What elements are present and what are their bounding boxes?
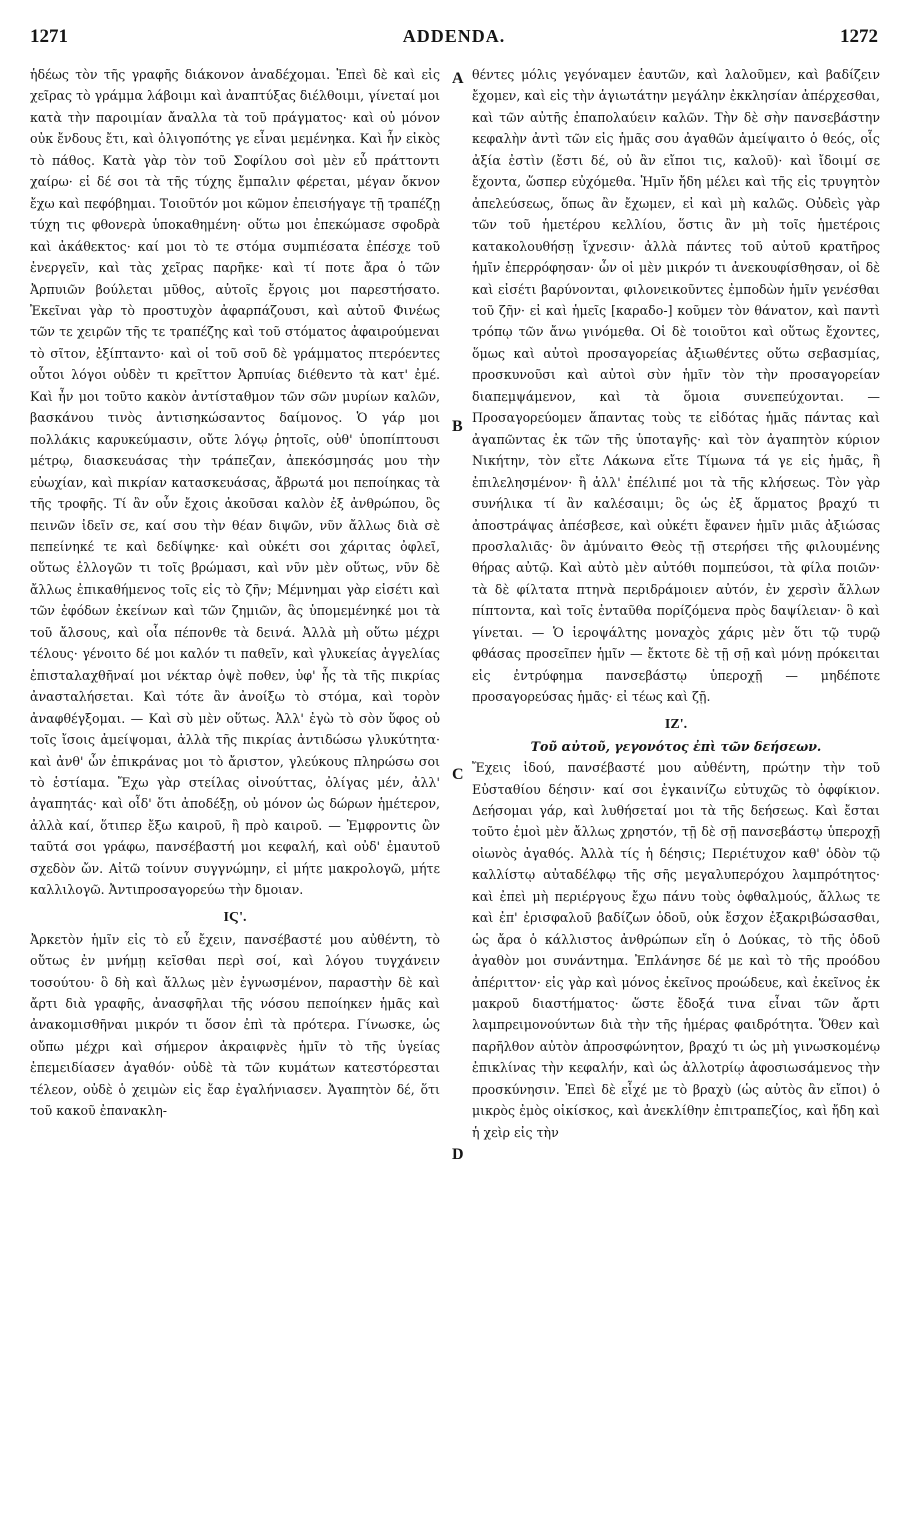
left-page-number: 1271 bbox=[30, 26, 68, 47]
section-16-paragraph: Ἀρκετὸν ἡμῖν εἰς τὸ εὖ ἔχειν, πανσέβαστέ μου αὐθέντη, τὸ οὕτως ἐν μνήμῃ κεῖσθαι περὶ σοί, καὶ λόγου τυγχάνειν τοσούτου· ὃ δὴ καὶ ἄλλως μὲν ἐγνωσμένον, παραστὴν δὲ καὶ ἄρτι διὰ γραφῆς, ἀνασφῆλαι τῆς νόσου πεποίηκεν ἡμᾶς καὶ ἀνακομισθῆναι μικρόν τι ὅσον ἐπὶ τὰ πρότερα. Γίνωσκε, ὡς οὔπω μέχρι καὶ σήμερον ἀκραιφνὲς ἡμῖν τὸ τῆς ὑγείας ἐπεμειδίασεν ἀγαθόν· οὐδὲ τὰ τῶν κυμάτων κατεστόρεσται τέλεον, οὐδὲ ὁ χειμὼν εἰς ἔαρ ἐγαλήνιασεν. Ἀγαπητὸν δέ, ὅτι τοῦ κακοῦ ἐπανακλη- bbox=[30, 931, 440, 1119]
section-17-title: Τοῦ αὐτοῦ, γεγονότος ἐπὶ τῶν δεήσεων. bbox=[530, 738, 822, 754]
right-page-number: 1272 bbox=[840, 26, 878, 47]
left-column-paragraph: ἡδέως τὸν τῆς γραφῆς διάκονον ἀναδέχομαι. Ἐπεὶ δὲ καὶ εἰς χεῖρας τὸ γράμμα λάβοιμι καὶ ἀναπτύξας διέλθοιμι, γίνεταί μοι κατὰ τὴν παροιμίαν ἄναλλα τὰ τοῦ πράγματος· καὶ οὐ μόνον οὐκ ἔνδους ἔτι, καὶ ὀλιγοπότης γε εἶναι μεμένηκα. Καὶ ἦν εἰκὸς τὸ πάθος. Κατὰ γὰρ τὸν τοῦ Σοφίλου σοὶ μὲν εὖ πράττοντι χαίρω· εἰ δέ σοι τὰ τῆς τύχης ἔμπαλιν φέρεται, μέγαν ὄκνον ἔχω καὶ πεφόβημαι. Τοιοῦτόν μοι κῶμον ἐπεισήγαγε τῇ τραπέζῃ τύχη τις φθονερὰ ὑποκαθημένη· οὕτω μοι ἐπεκώμασε σφοδρὰ καὶ ἀκάθεκτος· καί μοι τὸ τε στόμα συμπιέσατα ἐπέσχε τοῦ ἐνεργεῖν, καὶ τὰς χεῖρας παρῆκε· καὶ τί ποτε ἄρα ὁ τῶν Ἀρπυιῶν βούλεται μῦθος, αὐτοῖς ἔργοις μοι παρεστήσατο. Ἐκεῖναι γὰρ τὸ προστυχὸν ἀφαρπάζουσι, καὶ αὐτοῦ Φινέως τῶν τε χειρῶν τῆς τε τραπέζης καὶ τοῦ στόματος ἀφαιρούμεναι τὸ σῖτον, ἐξίπταντο· καὶ οἱ τοῦ σοῦ δὲ γράμματος πτερόεντες οὗτοι λόγοι οὐδὲν τι κρεῖττον Ἀρπυίας διέθεντο τὰ κατ' ἐμέ. Καὶ ἦν μοι τοῦτο κακὸν ἀντίσταθμον τῶν σῶν μυρίων καλῶν, βασκάνου τινὸς ἀντισηκώσαντος δαίμονος. Ὁ γάρ μοι πολλάκις καρυκεύμασιν, οὔτε λόγῳ ῥητοῖς, οὐθ' ὑποπίπτουσι μέτρῳ, διασκευάσας τὴν τράπεζαν, ἀπεκόσμησάς μου τὴν εὐωχίαν, καὶ πικρίαν κατασκευάσας, ἄβρωτά μοι πεποίηκας τὰ τῆς τροφῆς. Τί ἂν οὖν ἔχοις ἀκοῦσαι καλὸν ἐξ ἀνθρώπου, ὃς πεινῶν ἰδεῖν σε, καί σου τὴν θέαν διψῶν, νῦν ἄλλως διὰ σὲ πεπείνηκέ τε καὶ δεδίψηκε· καὶ οὐκέτι σοι χάριτας ὀφλεῖ, οὕτως ἐλλογῶν τι τοῖς βρώμασι, καὶ νῦν μὲν οὕτως, νῦν δὲ ἄλλως ἐπικαθήμενος τοῖς εἰς τὸ ζῆν; Μέμνημαι γὰρ εἰσέτι καὶ τῶν ἐφόδων ἐκείνων καὶ τῶν ζημιῶν, ἃς ὑπομεμένηκέ μοι τὰ τοῦ ἄλσους, καὶ οἷα πέπονθε τὰ δεινά. Ἀλλὰ μὴ οὕτω μέχρι τέλους· γένοιτο δέ μοι καλόν τι παθεῖν, καὶ γλυκείας ἀγγελίας ἐπισταλαχθῆναί μοι νέκταρ ὀψὲ ποθεν, ὑφ' ἧς τὰ τῆς πικρίας ἀνασταλήσεται. Καὶ τότε ἂν ἀνοίξω τὸ στόμα, καὶ τορὸν ἀναφθέγξομαι. — Καὶ σὺ μὲν οὕτως. Ἀλλ' ἐγὼ τὸ σὸν ὕφος οὐ τοῖς ἴσοις ἀμείψομαι, ἀλλὰ τῆς πικρίας ἀντιδώσω γλυκύτητα· καὶ ἀνθ' ὧν ἐπικράνας μοι τὸ ἄριστον, γλεύκους πληρώσω σοι τὸ ἑστίαμα. Ἔχω γὰρ στείλας οἰνούττας, ὀλίγας μέν, ἀλλ' ἀγαπητάς· καὶ οἶδ' ὅτι ἀποδέξῃ, οὐ μόνον ὡς δώρων ἡμέτερον, ἀλλὰ καί, ὅτιπερ ἔξω καιροῦ, ἢ πρὸ καιροῦ. — Ἐμφροντις ὢν ταῦτά σοι γράφω, πανσέβαστή μοι κεφαλή, καὶ οὐδ' ἐμαυτοῦ σχεδὸν ὤν. Αἰτῶ τοίνυν συγγνώμην, εἰ μήτε μακρολογῶ, μήτε καλλιλογῶ. Ἀντιπροσαγορεύω τὴν δμοιαν. bbox=[30, 67, 440, 898]
margin-marker-b: B bbox=[452, 418, 463, 435]
section-number-16: ΙϚ'. bbox=[223, 909, 247, 925]
right-column bbox=[472, 64, 880, 1143]
margin-marker-c: C bbox=[452, 766, 464, 783]
left-column bbox=[30, 64, 440, 1122]
section-17-paragraph: Ἔχεις ἰδού, πανσέβαστέ μου αὐθέντη, πρώτην τὴν τοῦ Εὐσταθίου δέησιν· καί σοι ἐγκαινίζω εὐτυχῶς τὸ ὀφφίκιον. Δεήσομαι γάρ, καὶ λυθήσεταί μοι τὰ τῆς δεήσεως. Καὶ ἔσται τοῦτο ἐμοὶ μὲν ἄλλως χρηστόν, τῇ δὲ σῇ πανσεβάστῳ ὑπεροχῇ οἰωνὸς ἀγαθός. Ἀλλὰ τίς ἡ δέησις; Περιέτυχον καθ' ὁδὸν τῷ καλλίστῳ αὐταδέλφῳ τῆς σῆς μεγαλυπερόχου λαμπρότητος· καὶ ἐπεὶ μὴ περιέργους ἔχω πάνυ τοὺς ὀφθαλμούς, ἄλλως τε καὶ ἐπ' ἐρισφαλοῦ βαδίζων ὁδοῦ, οὐκ ἔσχον ἐξακριβώσασθαι, ὡς ἄρα ὁ κάλλιστος ἀνθρώπων εἴη ὁ Δούκας, τὸ τῆς ὁδοῦ ἀγαθὸν μοι συνάντημα. Ἐπλάνησε δέ με καὶ τὸ τῆς προόδου ἀπέριττον· εἰς γὰρ καὶ μόνος ἐκεῖνος προώδευε, καὶ ἐκεῖνος ἐκ μακροῦ διαστήματος· ὥστε ἔδοξά τινα εἶναι τῶν ἄρτι λαμπρειμονούντων διὰ τὴν τῆς ἡμέρας φαιδρότητα. Ὅθεν καὶ παρῆλθον αὐτὸν ἀπροσφώνητον, βραχύ τι ὡς μὴ γινωσκομένῳ ἐπικλίνας τὴν κεφαλήν, καὶ ὡς ἀλλοτρίῳ ἀφοσιωσάμενος τὴν προσκύνησιν. Ἐπεὶ δὲ εἶχέ με τὸ βραχὺ (ὡς αὐτὸς ἂν εἴποι) ὁ μικρὸς ἐμὸς οἰκίσκος, καὶ ἀνεκλίθην ἐπιτραπεζίος, καὶ ἤδη καὶ ἡ χεὶρ εἰς τὴν bbox=[472, 760, 880, 1140]
running-title: ADDENDA. bbox=[402, 26, 506, 46]
section-number-17: ΙΖ'. bbox=[664, 716, 688, 732]
margin-marker-d: D bbox=[452, 1146, 464, 1163]
margin-marker-a: A bbox=[452, 70, 464, 87]
page-header bbox=[30, 26, 878, 56]
right-column-paragraph: θέντες μόλις γεγόναμεν ἑαυτῶν, καὶ λαλοῦμεν, καὶ βαδίζειν ἔχομεν, καὶ εἰς τὴν ἁγιωτάτην μεγάλην ἐκκλησίαν ἀπέρχεσθαι, καὶ τῶν αὐτῆς ἐπαπολαύειν καλῶν. Τὴν δὲ σὴν πανσεβάστην κεφαλὴν ἀντὶ τῶν εἰς ἡμᾶς σου ἀγαθῶν ἀμείψαιτο ὁ θεός, οἷς ἀξία ἐστὶν (ἔστι δέ, οὐ ἂν εἴποι τις, καλοῦ)· καὶ ἴδοιμί σε ἔχοντα, ὥσπερ εὐχόμεθα. Ἡμῖν ἤδη μέλει καὶ τῆς εἰς τρυγητὸν ἀπελεύσεως, ὅπως ἂν ἔχωμεν, εἰ καὶ μὴ καλῶς. Οὐδεὶς γὰρ τῶν τοῦ ἡμετέρου κελλίου, ὅστις ἂν μὴ τοῖς ἡμετέροις κατακολουθήσῃ ἴχνεσιν· ἀλλὰ πάντες τοῦ αὐτοῦ κρατῆρος ἡμῖν ἐπερρόφησαν· ὧν οἱ μὲν μικρόν τι ἀνεκουφίσθησαν, οἱ δὲ καὶ εἰσέτι βαρύνονται, φιλονεικοῦντες ἐμποδὼν ἡμῖν γενέσθαι τοῦ ζῆν· εἰ καὶ ἡμεῖς [καραδο-] κοῦμεν τὸν θάνατον, καὶ παντὶ τρόπῳ τῶν ἄνω γινόμεθα. Οἱ δὲ τοιοῦτοι καὶ οὕτως ἔχοντες, ὅμως καὶ αὐτοὶ προσαγορείας ἀξιωθέντες οὕτω σεβασμίας, προσκυνοῦσι καὶ αὐτοὶ σὺν ἡμῖν τὸν τὴν προσαγορείαν διαπεμψάμενον, καὶ τὰ ὅμοια συνεπεύχονται. — Προσαγορεύομεν ἅπαντας τοὺς τε εἰδότας ἡμᾶς πάντας καὶ ἀγαπῶντας ἐκ τῶν τῆς ὑποταγῆς· καὶ τὸν ἀγαπητὸν κύριον Νικήτην, τὸν εἴτε Λάκωνα εἴτε Τίμωνα τά γε εἰς ἡμᾶς, ἢ ἐπιλελησμένον· ἢ ἀλλ' ἐπέλιπέ μοι τὰ τῆς κλήσεως. Τὸν γὰρ συνήλικα τί ἂν καλέσαιμι; ὃς ὡς ἐξ ἅρματος βραχύ τι ἀποστράψας ἀπέσβεσε, καὶ οὐκέτι ἔφανεν ἡμῖν μιᾶς ἀξιώσας προσλαλιᾶς· ὃν ἀμύναιτο Θεὸς τῇ στερήσει τῆς φιλουμένης θήρας αὐτῷ. Καὶ αὐτὸ μὲν αὐτόθι πομπεύσοι, τὰ φίλα ποιῶν· τὰ δὲ φίλτατα πτηνὰ περιδράμοιεν αὐτόν, ἐν χερσὶν ἄλλων πίπτοντα, καὶ τοῖς ἐνταῦθα πορίζόμενα πρὸς δαψίλειαν· ὃ καὶ γίνεται. — Ὁ ἱεροψάλτης μοναχὸς χάρις μὲν ὅτι τῷ τυρῷ φθάσας προσεῖπεν ἡμῖν — ἔκτοτε δὲ τῇ σῇ καὶ μόνῃ πρόκειται εἰς ἐντρύφημα πανσεβάστῳ ὑπεροχῇ — μηδέποτε προσαγορεύσας ἡμᾶς· εἰ τέως καὶ ζῇ. bbox=[472, 67, 880, 705]
